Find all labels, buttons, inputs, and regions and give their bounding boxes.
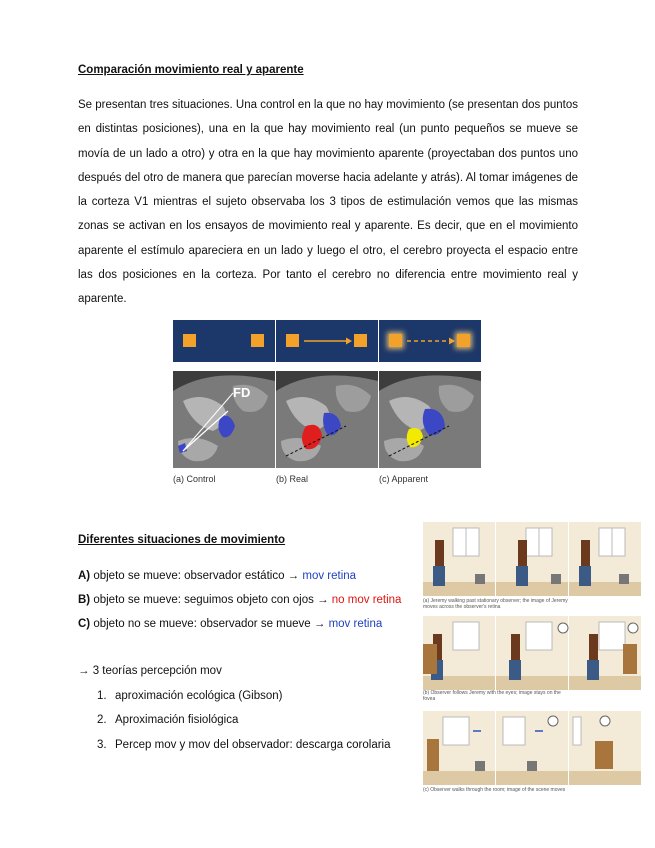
dot-left [183,334,196,347]
case-a [78,570,356,582]
case-c [78,618,382,630]
case-text: objeto se mueve: observador estático → [90,570,303,582]
control-brain-image [173,371,275,468]
case-result: mov retina [328,618,383,630]
body-paragraph: Se presentan tres situaciones. Una control en la que no hay movimiento (se presentan dos puntos en distintas posiciones), una en la que hay movimiento real (un punto pequeños se mueve se movía de un lado a otro) y otra en la que hay movimiento aparente (proyectaban dos puntos uno después del otro de manera que parecían moverse hacia adelante y atrás). Al tomar imágenes de la corteza V1 mientras el sujeto observaba los 3 tipos de estimulación vemos que las mismas zonas se activan en los ensayos de movimiento real y aparente. Es decir, que en el movimiento aparente el estímulo apareciera en un lado y luego el otro, el cerebro proyecta el espacio entre las dos posiciones en la corteza. Por tanto el cerebro no diferencia entre movimiento real y aparente. [78,99,578,306]
real-stimulus-panel [276,320,378,362]
illustration-caption-c: (c) Observer walks through the room; image of the scene moves [423,787,566,793]
dashed-arrow-icon [407,336,455,346]
eye-tracking-scene [423,616,641,690]
apparent-stimulus-panel [379,320,481,362]
motion-comparison-figure [173,320,481,490]
case-text: objeto no se mueve: observador se mueve → [90,618,329,630]
fd-label: FD [233,385,251,400]
case-letter: A) [78,570,91,582]
theory-text: aproximación ecológica (Gibson) [115,690,283,702]
case-letter: C) [78,618,91,630]
room-scene [423,711,641,785]
theory-item [97,714,238,726]
theory-text: Percep mov y mov del observador: descarga corolaria [115,739,391,751]
case-result: no mov retina [331,594,402,606]
case-letter: B) [78,594,91,606]
theory-item [97,739,391,751]
theory-number: 1. [97,690,107,702]
dot-left [286,334,299,347]
illustration-caption-b: (b) Observer follows Jeremy with the eyes; image stays on the fovea [423,690,561,702]
theories-intro: → 3 teorías percepción mov [78,665,222,677]
theory-item [97,690,282,702]
case-result: mov retina [302,570,357,582]
caption-control: (a) Control [173,474,216,484]
illustration-caption-a: (a) Jeremy walking past stationary observer; the image of Jeremy moves across the observer's retina [423,598,568,610]
caption-real: (b) Real [276,474,309,484]
illustration-b [423,616,641,690]
illustration-c [423,711,641,785]
walking-person-scene [423,522,641,596]
dot-right [251,334,264,347]
control-stimulus-panel [173,320,275,362]
theory-text: Aproximación fisiológica [115,714,239,726]
dot-left [389,334,402,347]
theory-number: 2. [97,714,107,726]
theory-number: 3. [97,739,107,751]
dot-right [354,334,367,347]
case-b [78,594,401,606]
case-text: objeto se mueve: seguimos objeto con ojos → [90,594,332,606]
real-brain-image [276,371,378,468]
solid-arrow-icon [304,336,352,346]
dot-right [457,334,470,347]
apparent-brain-image [379,371,481,468]
illustration-a [423,522,641,596]
section-title-situations: Diferentes situaciones de movimiento [78,534,286,546]
section-title-real-apparent: Comparación movimiento real y aparente [78,64,304,76]
caption-apparent: (c) Apparent [379,474,429,484]
